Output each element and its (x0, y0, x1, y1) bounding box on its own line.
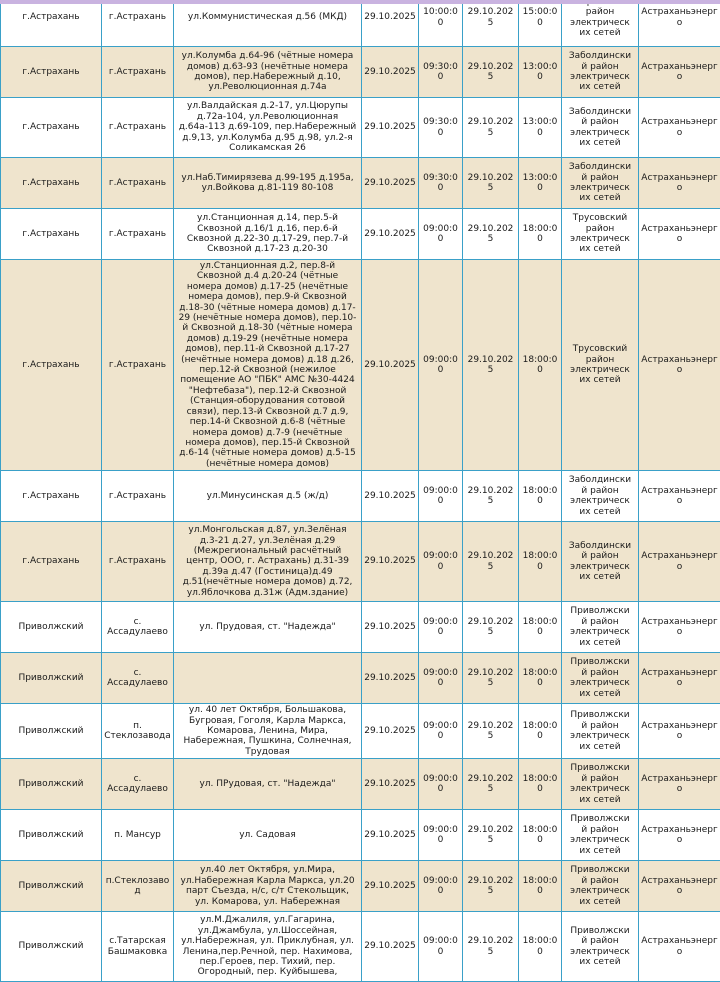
cell-company: Астраханьэнерго (639, 209, 720, 260)
cell-settlement: г.Астрахань (102, 522, 174, 602)
cell-start-date: 29.10.2025 (362, 653, 419, 704)
cell-district: Заболдинский район электрических сетей (562, 471, 639, 522)
cell-district: Заболдинский район электрических сетей (562, 158, 639, 209)
cell-settlement: г.Астрахань (102, 471, 174, 522)
cell-address: ул.Минусинская д.5 (ж/д) (174, 471, 362, 522)
cell-end-date: 29.10.2025 (463, 158, 519, 209)
cell-city: г.Астрахань (1, 260, 102, 471)
cell-address: ул.М.Джалиля, ул.Гагарина, ул.Джамбула, ул.Шоссейная, ул.Набережная, ул. Приклубная, ул. Ленина,пер.Речной, пер. Нахимова, пер.Героев, пер. Тихий, пер. Огородный, пер. Куйбышева, (174, 912, 362, 982)
cell-company: Астраханьэнерго (639, 471, 720, 522)
cell-settlement: с.Татарская Башмаковка (102, 912, 174, 982)
cell-company: Астраханьэнерго (639, 602, 720, 653)
cell-district: Заболдинский район электрических сетей (562, 98, 639, 158)
cell-city: Приволжский (1, 861, 102, 912)
cell-start-date: 29.10.2025 (362, 98, 419, 158)
cell-start-time: 09:00:00 (419, 522, 463, 602)
cell-start-date: 29.10.2025 (362, 209, 419, 260)
cell-start-time: 10:00:00 (419, 0, 463, 47)
table-row (1, 209, 720, 260)
cell-start-time: 09:00:00 (419, 759, 463, 810)
cell-address: ул.Валдайская д.2-17, ул.Цюрупы д.72а-104, ул.Революционная д.64а-113 д.69-109, пер.Набережный д.9,13, ул.Колумба д.95 д.98, ул.2-я Соликамская 26 (174, 98, 362, 158)
cell-city: г.Астрахань (1, 471, 102, 522)
cell-address: ул.Станционная д.2, пер.8-й Сквозной д.4 д.20-24 (чётные номера домов) д.17-25 (нечётные номера домов), пер.9-й Сквозной д.18-30 (чётные номера домов) д.17-29 (нечётные номера домов), пер.10-й Сквозной д.18-30 (чётные номера домов) д.19-29 (нечётные номера домов), пер.11-й Сквозной д.17-27 (нечётные номера домов) д.18 д.26, пер.12-й Сквозной (нежилое помещение АО "ПБК" АМС №30-4424 "Нефтебаза"), пер.12-й Сквозной (Станция-оборудования сотовой связи), пер.13-й Сквозной д.7 д.9, пер.14-й Сквозной д.6-8 (чётные номера домов) д.7-9 (нечётные номера домов), пер.15-й Сквозной д.6-14 (чётные номера домов) д.5-15 (нечётные номера домов) (174, 260, 362, 471)
cell-address: ул.Колумба д.64-96 (чётные номера домов) д.63-93 (нечётные номера домов), пер.Набережный д.10, ул.Революционная д.74а (174, 47, 362, 98)
table-row (1, 158, 720, 209)
top-border (0, 0, 720, 4)
cell-city: г.Астрахань (1, 0, 102, 47)
cell-company: Астраханьэнерго (639, 704, 720, 759)
cell-city: Приволжский (1, 759, 102, 810)
cell-district: Трусовский район электрических сетей (562, 209, 639, 260)
cell-district: район электрических сетей (562, 0, 639, 47)
cell-end-date: 29.10.2025 (463, 759, 519, 810)
cell-city: Приволжский (1, 653, 102, 704)
cell-end-date: 29.10.2025 (463, 471, 519, 522)
cell-settlement: г.Астрахань (102, 98, 174, 158)
cell-company: Астраханьэнерго (639, 260, 720, 471)
cell-address: ул.Монгольская д.87, ул.Зелёная д.3-21 д.27, ул.Зелёная д.29 (Межрегиональный расчётный центр, ООО, г. Астрахань) д.31-39 д.39а д.47 (Гостиница)д.49 д.51(нечётные номера домов) д.72, ул.Яблочкова д.31ж (Адм.здание) (174, 522, 362, 602)
cell-end-time: 13:00:00 (519, 98, 562, 158)
cell-start-date: 29.10.2025 (362, 602, 419, 653)
cell-district: Приволжский район электрических сетей (562, 861, 639, 912)
cell-settlement: г.Астрахань (102, 209, 174, 260)
cell-district: Приволжский район электрических сетей (562, 653, 639, 704)
cell-start-time: 09:00:00 (419, 810, 463, 861)
cell-start-date: 29.10.2025 (362, 260, 419, 471)
cell-settlement: п.Стеклозавод (102, 861, 174, 912)
cell-end-time: 18:00:00 (519, 810, 562, 861)
cell-settlement: г.Астрахань (102, 0, 174, 47)
cell-end-date: 29.10.2025 (463, 0, 519, 47)
table-row (1, 810, 720, 861)
cell-address: ул.Станционная д.14, пер.5-й Сквозной д.16/1 д.16, пер.6-й Сквозной д.22-30 д.17-29, пер.7-й Сквозной д.17-23 д.20-30 (174, 209, 362, 260)
cell-start-date: 29.10.2025 (362, 47, 419, 98)
cell-start-time: 09:00:00 (419, 704, 463, 759)
table-row (1, 653, 720, 704)
table-row (1, 260, 720, 471)
cell-company: Астраханьэнерго (639, 522, 720, 602)
table-row (1, 912, 720, 982)
cell-start-date: 29.10.2025 (362, 759, 419, 810)
cell-end-time: 18:00:00 (519, 209, 562, 260)
table-row (1, 98, 720, 158)
cell-end-date: 29.10.2025 (463, 47, 519, 98)
cell-settlement: с. Ассадулаево (102, 759, 174, 810)
cell-company: Астраханьэнерго (639, 759, 720, 810)
cell-city: Приволжский (1, 810, 102, 861)
cell-address: ул. Прудовая, ст. "Надежда" (174, 602, 362, 653)
cell-end-time: 18:00:00 (519, 861, 562, 912)
cell-city: г.Астрахань (1, 522, 102, 602)
cell-company: Астраханьэнерго (639, 912, 720, 982)
cell-start-date: 29.10.2025 (362, 704, 419, 759)
cell-city: Приволжский (1, 912, 102, 982)
cell-district: Приволжский район электрических сетей (562, 704, 639, 759)
cell-start-date: 29.10.2025 (362, 522, 419, 602)
cell-end-date: 29.10.2025 (463, 260, 519, 471)
cell-district: Заболдинский район электрических сетей (562, 47, 639, 98)
cell-end-date: 29.10.2025 (463, 209, 519, 260)
cell-settlement: г.Астрахань (102, 260, 174, 471)
cell-end-time: 18:00:00 (519, 653, 562, 704)
cell-settlement: с. Ассадулаево (102, 602, 174, 653)
cell-end-time: 18:00:00 (519, 260, 562, 471)
cell-start-time: 09:00:00 (419, 471, 463, 522)
cell-district: Приволжский район электрических сетей (562, 759, 639, 810)
cell-city: г.Астрахань (1, 209, 102, 260)
cell-start-time: 09:00:00 (419, 602, 463, 653)
cell-start-date: 29.10.2025 (362, 912, 419, 982)
cell-address: ул.Коммунистическая д.56 (МКД) (174, 0, 362, 47)
cell-city: Приволжский (1, 602, 102, 653)
cell-company: Астраханьэнерго (639, 861, 720, 912)
cell-district: Приволжский район электрических сетей (562, 912, 639, 982)
cell-end-date: 29.10.2025 (463, 810, 519, 861)
cell-start-date: 29.10.2025 (362, 471, 419, 522)
cell-start-time: 09:00:00 (419, 912, 463, 982)
table-row (1, 861, 720, 912)
cell-company: Астраханьэнерго (639, 98, 720, 158)
table-row (1, 47, 720, 98)
cell-start-date: 29.10.2025 (362, 0, 419, 47)
cell-address: ул.40 лет Октября, ул.Мира, ул.Набережная Карла Маркса, ул.20 парт Съезда, н/с, с/т Стекольщик, ул. Комарова, ул. Набережная (174, 861, 362, 912)
table-body (1, 0, 720, 982)
cell-end-date: 29.10.2025 (463, 602, 519, 653)
cell-city: Приволжский (1, 704, 102, 759)
cell-end-time: 18:00:00 (519, 704, 562, 759)
cell-end-date: 29.10.2025 (463, 861, 519, 912)
cell-start-time: 09:30:00 (419, 98, 463, 158)
cell-end-date: 29.10.2025 (463, 653, 519, 704)
cell-start-time: 09:00:00 (419, 861, 463, 912)
cell-company: Астраханьэнерго (639, 47, 720, 98)
cell-start-date: 29.10.2025 (362, 158, 419, 209)
cell-city: г.Астрахань (1, 158, 102, 209)
cell-city: г.Астрахань (1, 98, 102, 158)
cell-address: ул. Садовая (174, 810, 362, 861)
cell-address: ул.Наб.Тимирязева д.99-195 д.195а, ул.Войкова д.81-119 80-108 (174, 158, 362, 209)
table-row (1, 602, 720, 653)
cell-start-time: 09:00:00 (419, 260, 463, 471)
cell-end-time: 18:00:00 (519, 471, 562, 522)
cell-settlement: с. Ассадулаево (102, 653, 174, 704)
cell-settlement: п. Стеклозавода (102, 704, 174, 759)
cell-start-time: 09:00:00 (419, 653, 463, 704)
table-row (1, 759, 720, 810)
cell-start-date: 29.10.2025 (362, 861, 419, 912)
cell-end-date: 29.10.2025 (463, 912, 519, 982)
cell-district: Трусовский район электрических сетей (562, 260, 639, 471)
cell-address: ул. ПРудовая, ст. "Надежда" (174, 759, 362, 810)
cell-end-date: 29.10.2025 (463, 98, 519, 158)
cell-address: ул. 40 лет Октября, Большакова, Бугровая, Гоголя, Карла Маркса, Комарова, Ленина, Мира, Набережная, Пушкина, Солнечная, Трудовая (174, 704, 362, 759)
cell-company: Астраханьэнерго (639, 810, 720, 861)
cell-settlement: г.Астрахань (102, 47, 174, 98)
cell-company: Астраханьэнерго (639, 653, 720, 704)
cell-settlement: п. Мансур (102, 810, 174, 861)
cell-end-time: 18:00:00 (519, 602, 562, 653)
table-row (1, 0, 720, 47)
cell-end-time: 18:00:00 (519, 912, 562, 982)
cell-city: г.Астрахань (1, 47, 102, 98)
cell-end-date: 29.10.2025 (463, 522, 519, 602)
cell-address (174, 653, 362, 704)
cell-start-time: 09:00:00 (419, 209, 463, 260)
cell-end-time: 13:00:00 (519, 158, 562, 209)
cell-settlement: г.Астрахань (102, 158, 174, 209)
cell-end-time: 18:00:00 (519, 759, 562, 810)
table-row (1, 471, 720, 522)
cell-start-time: 09:30:00 (419, 47, 463, 98)
cell-start-time: 09:30:00 (419, 158, 463, 209)
cell-start-date: 29.10.2025 (362, 810, 419, 861)
cell-district: Заболдинский район электрических сетей (562, 522, 639, 602)
cell-end-time: 18:00:00 (519, 522, 562, 602)
table-row (1, 522, 720, 602)
cell-district: Приволжский район электрических сетей (562, 810, 639, 861)
cell-company: Астраханьэнерго (639, 0, 720, 47)
cell-end-date: 29.10.2025 (463, 704, 519, 759)
cell-end-time: 15:00:00 (519, 0, 562, 47)
cell-district: Приволжский район электрических сетей (562, 602, 639, 653)
cell-end-time: 13:00:00 (519, 47, 562, 98)
cell-company: Астраханьэнерго (639, 158, 720, 209)
table-row (1, 704, 720, 759)
